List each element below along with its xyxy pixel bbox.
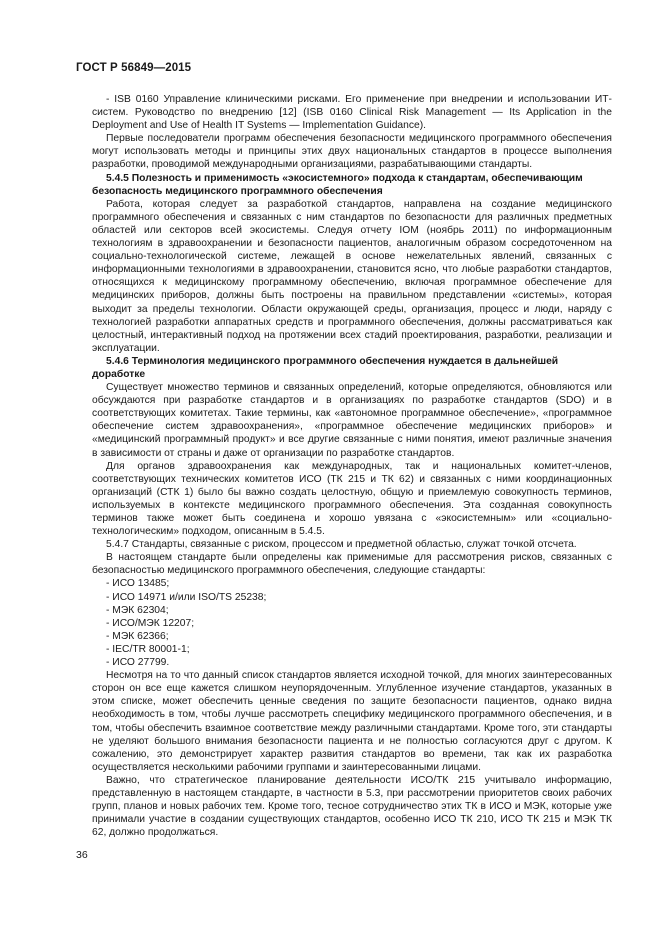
list-item: - IEC/TR 80001-1; (106, 643, 190, 655)
paragraph-isb-0160: - ISB 0160 Управление клиническими рисками. Его применение при внедрении и использовании ИТ-систем. Руководство по внедрению [12] (ISB 0160 Clinical Risk Management — Its Application in the Deployment and Use of Health IT Systems — Implementation Guidance). (92, 94, 612, 132)
list-item: - МЭК 62366; (106, 630, 169, 642)
paragraph-ecosystem-work: Работа, которая следует за разработкой стандартов, направлена на создание медицинского программного обеспечения и связанных с ним стандартов по безопасности для различных предметных областей или секторов всей экосистемы. Следуя отчету IOM (ноябрь 2011) по информационным технологиям в здравоохранении и безопасности пациентов, аналогичным образом сосредоточенном на социально-технологической системе, лежащей в основе нежелательных явлений, связанных с информационными технологиями в здравоохранении, становится ясно, что любые разработки стандартов, относящихся к медицинскому программному обеспечению, включая программное обеспечение для медицинских приборов, должны быть построены на правильном представлении «системы», которая выходит за пределы технологии. Области окружающей среды, организация, процесс и люди, наряду с технологией разработки аппаратных средств и программного обеспечения, должны рассматриваться как целостный, интерактивный подход на протяжении всех стадий проектирования, разработки, реализации и эксплуатации. (92, 198, 612, 354)
list-item: - ИСО 14971 и/или ISO/TS 25238; (106, 591, 267, 603)
paragraph-list-discussion: Несмотря на то что данный список стандартов является исходной точкой, для многих заинтересованных сторон он все еще кажется слишком неупорядоченным. Углубленное изучение стандартов, указанных в этом списке, может обеспечить ценные сведения по защите безопасности пациентов, однако видна необходимость в том, чтобы лучше рассмотреть специфику медицинского программного обеспечения, и в том, чтобы обеспечить взаимное соответствие между различными стандартами. Кроме того, эти стандарты не уделяют большого внимания безопасности пациента и не полностью согласуются друг с другом. К сожалению, это демонстрирует характер развития стандартов во времени, так как их разработка осуществляется несколькими рабочими группами и заинтересованными лицами. (92, 670, 612, 773)
paragraph-health-bodies: Для органов здравоохранения как международных, так и национальных комитет-членов, соответствующих технических комитетов ИСО (ТК 215 и ТК 62) и связанных с ними координационных организаций (СТК 1) было бы важно создать целостную, общую и приемлемую совокупность терминов, используемых в контексте медицинского программного обеспечения. Эта созданная совокупность терминов также может быть соединена и хорошо увязана с «экосистемным» или «социально-технологическим» подходом, описанным в 5.4.5. (92, 460, 612, 538)
document-code-header: ГОСТ Р 56849—2015 (76, 62, 192, 74)
list-item: - ИСО/МЭК 12207; (106, 617, 195, 629)
paragraph-early-adopters: Первые последователи программ обеспечения безопасности медицинского программного обеспечения могут использовать методы и принципы этих двух национальных стандартов в процессе выполнения разработки, проводимой международными организациями, разрабатывающими стандарты. (92, 133, 612, 171)
standards-list (92, 577, 612, 669)
paragraph-strategic-planning: Важно, что стратегическое планирование деятельности ИСО/ТК 215 учитывало информацию, представленную в настоящем стандарте, в частности в 5.3, при рассмотрении приоритетов своих рабочих групп, планов и новых рабочих тем. Кроме того, тесное сотрудничество этих ТК в ИСО и МЭК, которые уже принимали участие в создании существующих стандартов, особенно ИСО ТК 210, ИСО ТК 215 и МЭК ТК 62, должно продолжаться. (92, 774, 612, 839)
list-item: - ИСО 13485; (106, 578, 170, 590)
document-body (92, 93, 612, 839)
paragraph-5-4-7: 5.4.7 Стандарты, связанные с риском, процессом и предметной областью, служат точкой отсчета. (106, 539, 577, 551)
section-heading-5-4-5: 5.4.5 Полезность и применимость «экосистемного» подхода к стандартам, обеспечивающим безопасность медицинского программного обеспечения (92, 172, 583, 197)
section-heading-5-4-6: 5.4.6 Терминология медицинского программного обеспечения нуждается в дальнейшей доработке (92, 355, 559, 380)
list-item: - МЭК 62304; (106, 604, 169, 616)
paragraph-applicable-standards: В настоящем стандарте были определены как применимые для рассмотрения рисков, связанных с безопасностью медицинского программного обеспечения, следующие стандарты: (92, 552, 612, 577)
list-item: - ИСО 27799. (106, 657, 170, 669)
paragraph-terms-definitions: Существует множество терминов и связанных определений, которые определяются, обновляются или обсуждаются при разработке стандартов и в организациях по разработке стандартов (SDO) и в соответствующих комитетах. Такие термины, как «автономное программное обеспечение», «программное обеспечение систем здравоохранения», «программное обеспечение медицинских приборов» и «медицинский программный продукт» и все другие связанные с ними понятия, имеют различные значения в зависимости от страны и даже от организации по разработке стандартов. (92, 382, 612, 459)
page-number: 36 (76, 849, 88, 861)
